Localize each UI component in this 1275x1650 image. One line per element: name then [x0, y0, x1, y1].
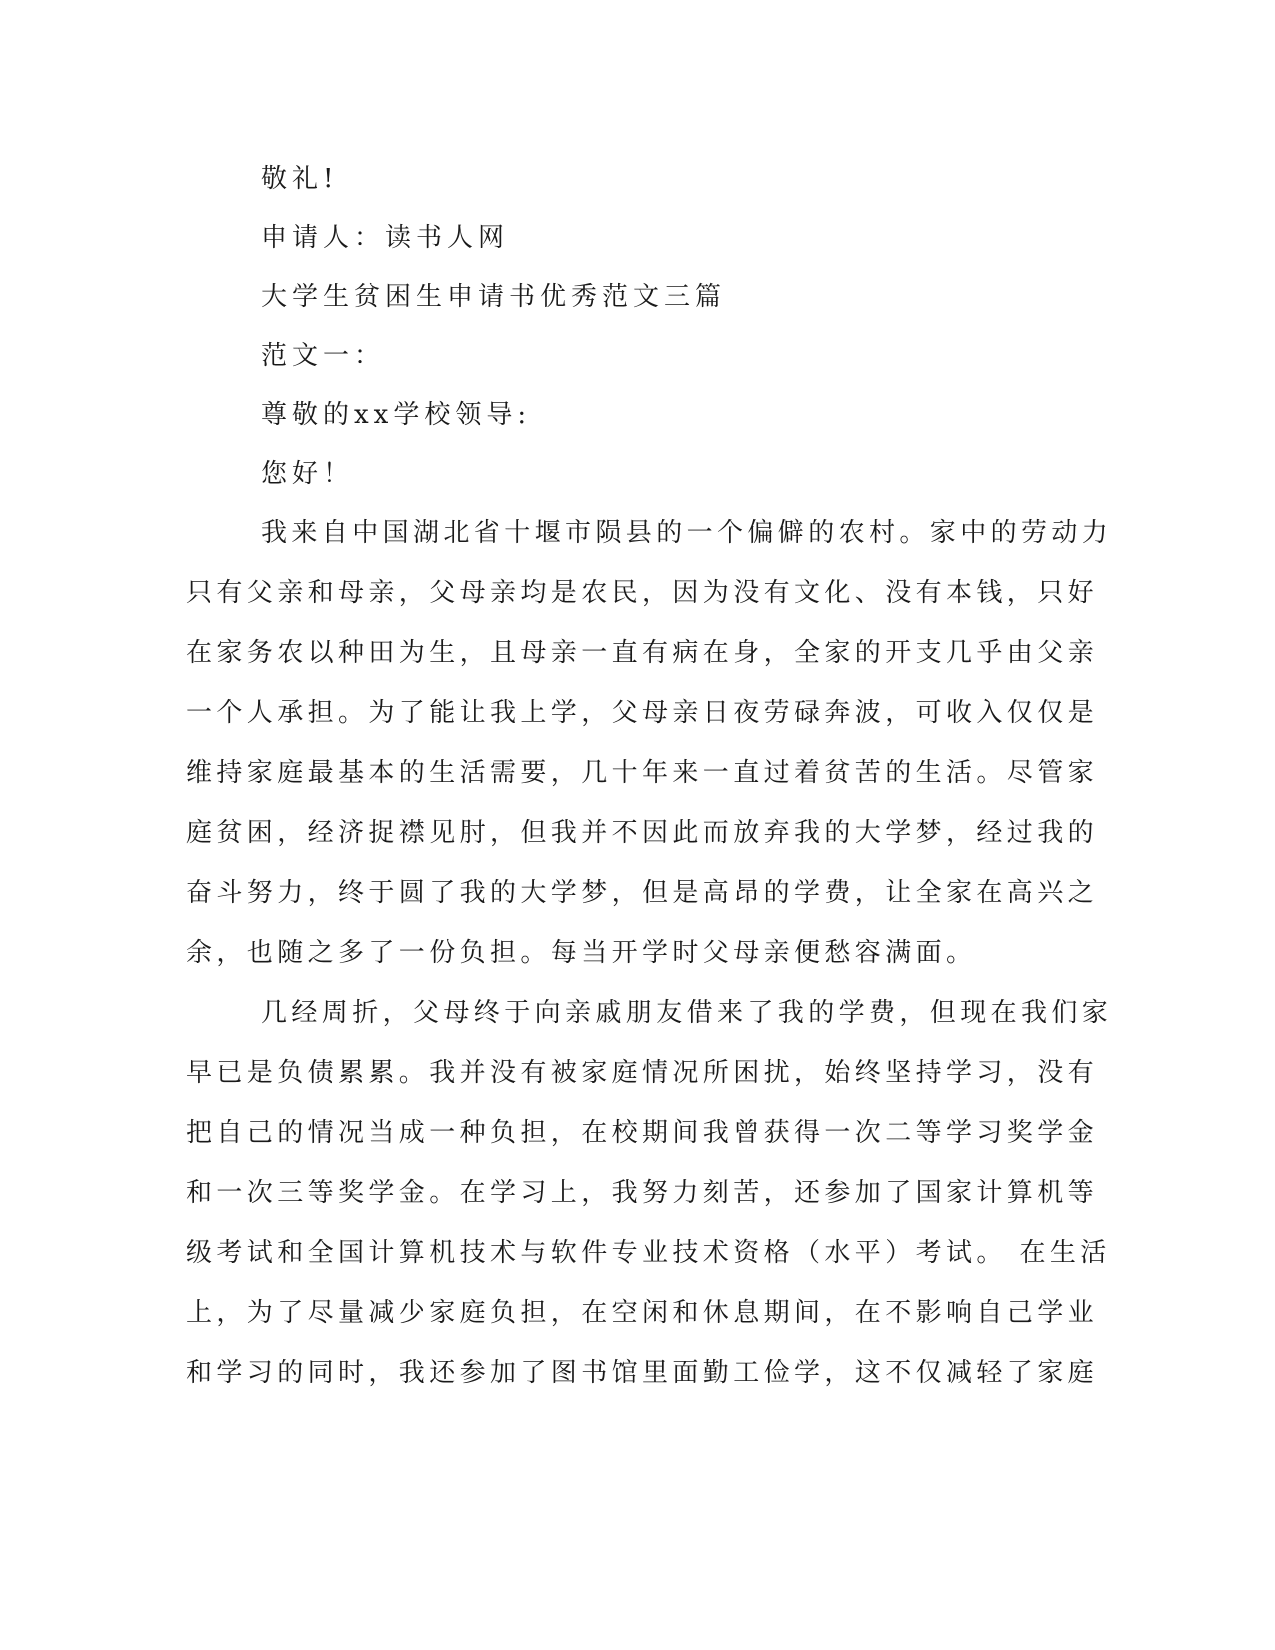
- document-body: [186, 160, 1113, 1414]
- paragraph-line: 在家务农以种田为生，且母亲一直有病在身，全家的开支几乎由父亲: [186, 638, 1099, 668]
- paragraph-line: 余，也随之多了一份负担。每当开学时父母亲便愁容满面。: [186, 938, 977, 968]
- paragraph-line: 上，为了尽量减少家庭负担，在空闲和休息期间，在不影响自己学业: [186, 1298, 1099, 1328]
- paragraph-line: 只有父亲和母亲，父母亲均是农民，因为没有文化、没有本钱，只好: [186, 578, 1099, 608]
- paragraph-line: 早已是负债累累。我并没有被家庭情况所困扰，始终坚持学习，没有: [186, 1058, 1099, 1088]
- applicant-line: 申请人：读书人网: [261, 223, 510, 253]
- paragraph-line: 和一次三等奖学金。在学习上，我努力刻苦，还参加了国家计算机等: [186, 1178, 1099, 1208]
- paragraph-line: 奋斗努力，终于圆了我的大学梦，但是高昂的学费，让全家在高兴之: [186, 878, 1099, 908]
- paragraph-line: 和学习的同时，我还参加了图书馆里面勤工俭学，这不仅减轻了家庭: [186, 1358, 1099, 1388]
- paragraph-line: 一个人承担。为了能让我上学，父母亲日夜劳碌奔波，可收入仅仅是: [186, 698, 1099, 728]
- section-title: 大学生贫困生申请书优秀范文三篇: [261, 282, 727, 312]
- closing-line: 敬礼!: [261, 164, 339, 194]
- salutation-line: 尊敬的xx学校领导:: [261, 400, 532, 430]
- paragraph-line: 几经周折，父母终于向亲戚朋友借来了我的学费，但现在我们家: [261, 998, 1113, 1028]
- paragraph-line: 维持家庭最基本的生活需要，几十年来一直过着贫苦的生活。尽管家: [186, 758, 1099, 788]
- paragraph-line: 把自己的情况当成一种负担，在校期间我曾获得一次二等学习奖学金: [186, 1118, 1099, 1148]
- paragraph-1: [186, 514, 1113, 972]
- paragraph-line: 我来自中国湖北省十堰市陨县的一个偏僻的农村。家中的劳动力: [261, 518, 1113, 548]
- sample-label: 范文一：: [261, 341, 386, 371]
- paragraph-line: 级考试和全国计算机技术与软件专业技术资格（水平）考试。 在生活: [186, 1238, 1111, 1268]
- greeting-line: 您好！: [261, 459, 355, 489]
- paragraph-2: [186, 994, 1113, 1392]
- paragraph-line: 庭贫困，经济捉襟见肘，但我并不因此而放弃我的大学梦，经过我的: [186, 818, 1099, 848]
